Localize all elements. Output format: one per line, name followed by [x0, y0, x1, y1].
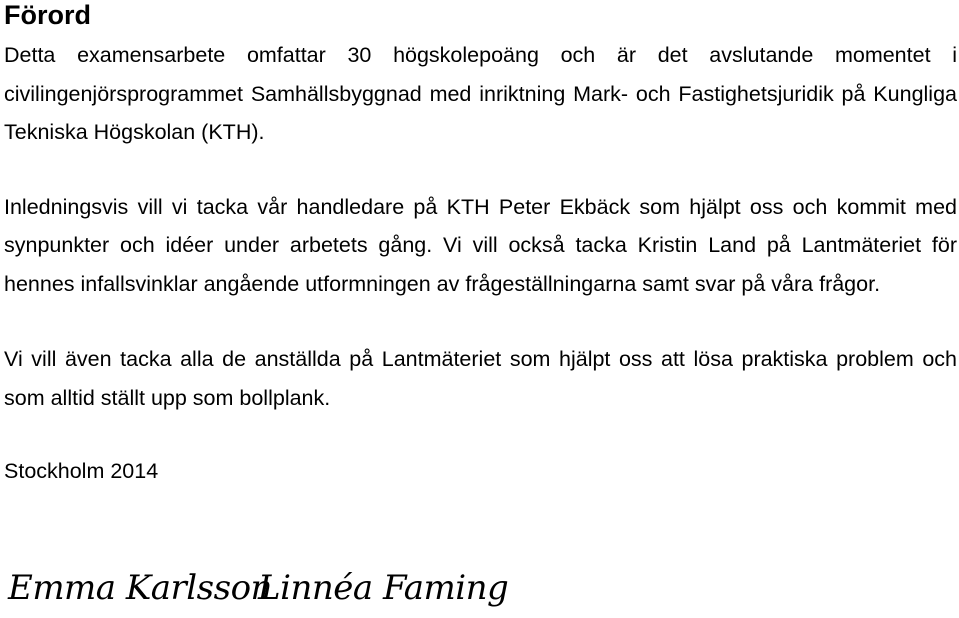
paragraph-thanks-staff: Vi vill även tacka alla de anställda på Lantmäteriet som hjälpt oss att lösa praktiska problem och som alltid ställt upp som bollplank. — [4, 347, 957, 410]
document-body — [4, 0, 957, 491]
signatures — [0, 560, 959, 618]
page-title: Förord — [4, 0, 91, 30]
paragraph-intro: Detta examensarbete omfattar 30 högskolepoäng och är det avslutande momentet i civilingenjörsprogrammet Samhällsbyggnad med inriktning Mark- och Fastighetsjuridik på Kungliga Tekniska Högskolan (KTH). — [4, 43, 957, 144]
signature-emma: Emma Karlsson — [8, 568, 272, 608]
signature-linnea: Linnéa Faming — [258, 568, 509, 608]
paragraph-acknowledgements: Inledningsvis vill vi tacka vår handledare på KTH Peter Ekbäck som hjälpt oss och kommit med synpunkter och idéer under arbetets gång. Vi vill också tacka Kristin Land på Lantmäteriet för hennes infallsvinklar angående utformningen av frågeställningarna samt svar på våra frågor. — [4, 194, 957, 296]
place-date: Stockholm 2014 — [4, 459, 159, 483]
